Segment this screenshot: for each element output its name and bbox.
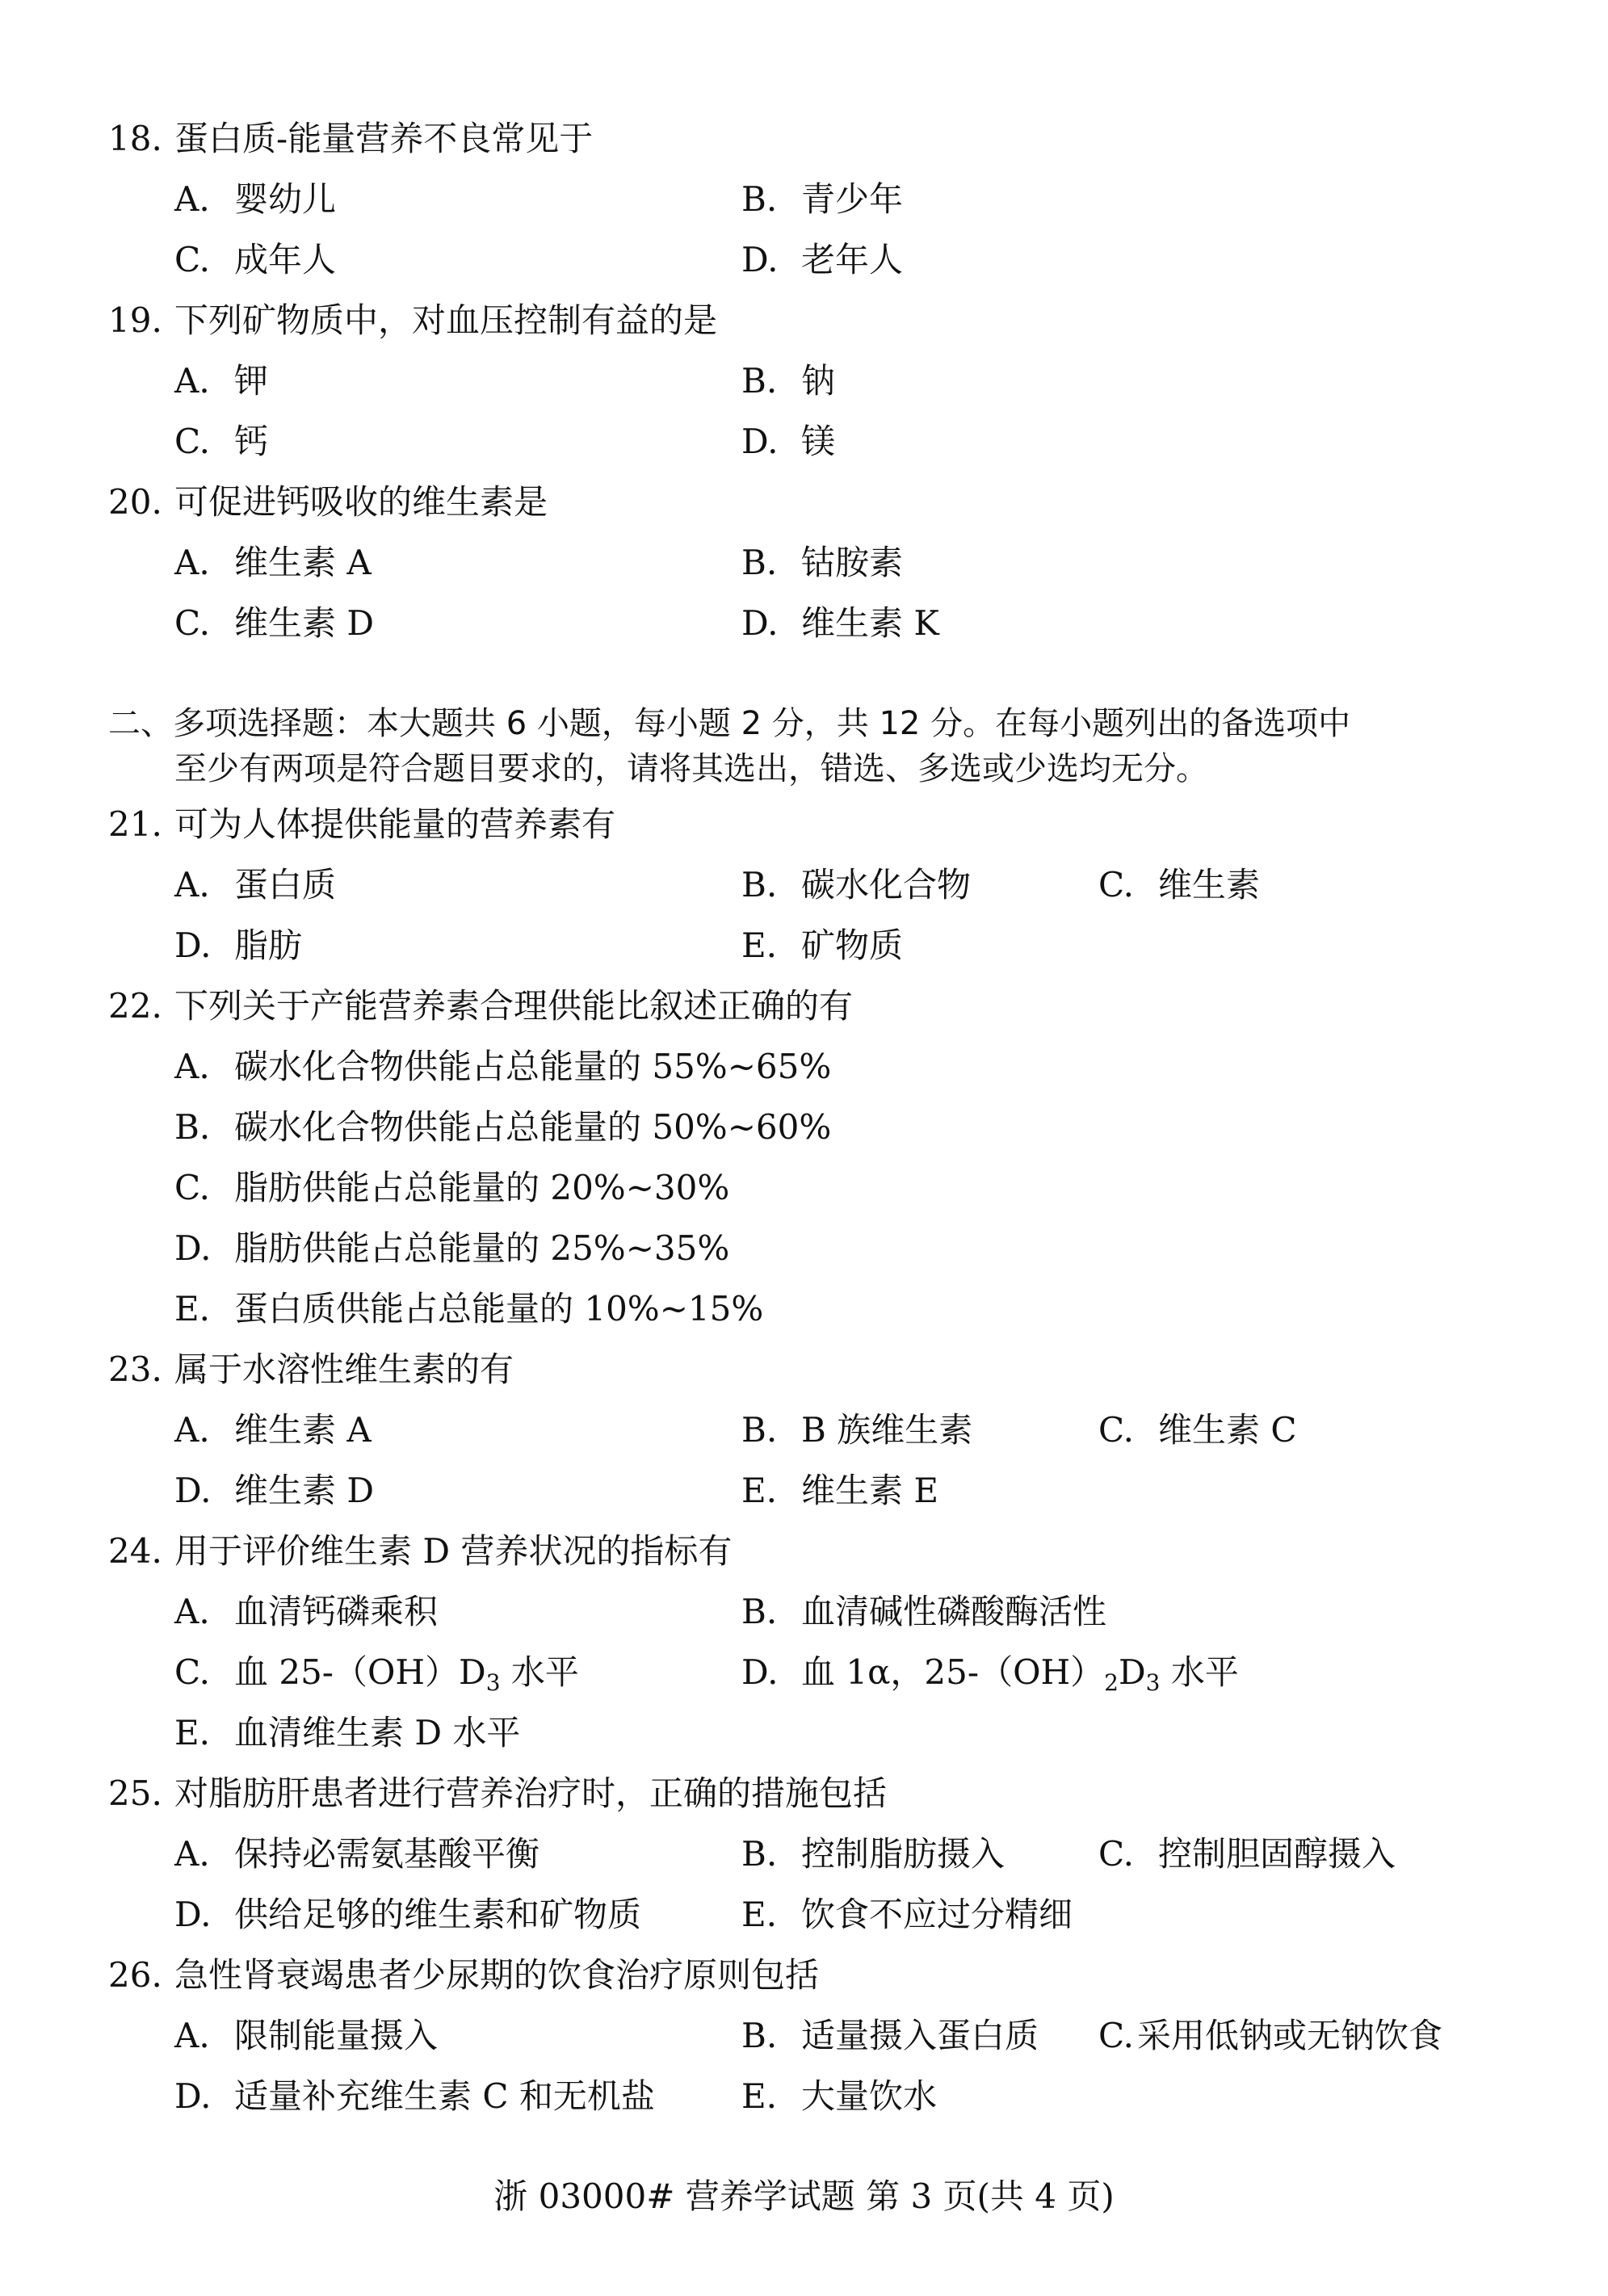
options-row [0, 1832, 1608, 1877]
question-text: 属于水溶性维生素的有 [174, 1349, 514, 1389]
option-d: D. 适量补充维生素 C 和无机盐 [174, 2076, 655, 2116]
options-row [0, 1287, 1608, 1332]
option-c: C.采用低钠或无钠饮食 [1098, 2016, 1443, 2055]
option-e: E. 矿物质 [741, 926, 904, 965]
options-row [0, 237, 1608, 283]
section-instructions-line1: 二、多项选择题：本大题共 6 小题，每小题 2 分，共 12 分。在每小题列出的备选项中 [108, 705, 1351, 742]
question-number: 21. [108, 804, 162, 844]
option-c: C. 维生素 [1098, 865, 1261, 905]
option-d: D. 维生素 D [174, 1471, 375, 1510]
option-c: C. 脂肪供能占总能量的 20%~30% [174, 1168, 730, 1207]
option-a: A. 碳水化合物供能占总能量的 55%~65% [174, 1047, 832, 1086]
options-row [0, 863, 1608, 908]
option-d: D. 镁 [741, 422, 836, 461]
page-footer: 浙 03000# 营养学试题 第 3 页(共 4 页) [493, 2176, 1115, 2216]
option-b: B. 钠 [741, 361, 836, 401]
options-row [0, 1105, 1608, 1150]
options-row [0, 1226, 1608, 1271]
option-b: B. 钴胺素 [741, 543, 904, 582]
question-text: 可促进钙吸收的维生素是 [174, 482, 548, 522]
option-e: E. 大量饮水 [741, 2076, 938, 2116]
options-row [0, 1468, 1608, 1513]
option-a: A. 血清钙磷乘积 [174, 1592, 439, 1631]
question-number: 23. [108, 1349, 162, 1389]
option-a: A. 维生素 A [174, 543, 372, 582]
option-a: A. 保持必需氨基酸平衡 [174, 1834, 540, 1874]
question-number: 22. [108, 986, 162, 1026]
options-row [0, 540, 1608, 586]
options-row [0, 923, 1608, 968]
section-header [108, 701, 1497, 791]
question-number: 26. [108, 1955, 162, 1995]
question-25 [0, 1771, 1608, 1816]
option-d: D. 老年人 [741, 240, 904, 279]
options-row [0, 1589, 1608, 1635]
question-24 [0, 1529, 1608, 1574]
option-c: C. 维生素 C [1098, 1410, 1297, 1450]
question-text: 用于评价维生素 D 营养状况的指标有 [174, 1531, 733, 1571]
options-row [0, 1408, 1608, 1453]
option-b: B. 碳水化合物 [741, 865, 972, 905]
option-b: B. 青少年 [741, 179, 904, 219]
options-row [0, 2074, 1608, 2119]
option-d: D. 脂肪供能占总能量的 25%~35% [174, 1228, 730, 1268]
question-text: 下列关于产能营养素合理供能比叙述正确的有 [174, 986, 854, 1026]
question-text: 下列矿物质中，对血压控制有益的是 [174, 300, 718, 340]
option-e: E. 蛋白质供能占总能量的 10%~15% [174, 1289, 764, 1328]
options-row [0, 1710, 1608, 1756]
question-26 [0, 1953, 1608, 1998]
option-c: C. 维生素 D [174, 603, 375, 643]
question-number: 25. [108, 1773, 162, 1813]
option-b: B. 控制脂肪摄入 [741, 1834, 1006, 1874]
option-d: D. 维生素 K [741, 603, 939, 643]
option-c: C. 钙 [174, 422, 269, 461]
option-d: D. 脂肪 [174, 926, 303, 965]
option-c: C. 成年人 [174, 240, 337, 279]
option-b: B. 血清碱性磷酸酶活性 [741, 1592, 1107, 1631]
option-b: B. B 族维生素 [741, 1410, 973, 1450]
options-row [0, 177, 1608, 222]
option-b: B. 碳水化合物供能占总能量的 50%~60% [174, 1107, 832, 1147]
question-text: 对脂肪肝患者进行营养治疗时，正确的措施包括 [174, 1773, 888, 1813]
question-number: 20. [108, 482, 162, 522]
option-a: A. 限制能量摄入 [174, 2016, 439, 2055]
section-instructions-line2: 至少有两项是符合题目要求的，请将其选出，错选、多选或少选均无分。 [174, 750, 1208, 787]
option-d: D. 血 1α，$25-(OH)_2D_3$ 水平 [741, 1652, 1239, 1696]
options-row [0, 1650, 1608, 1695]
question-23 [0, 1347, 1608, 1392]
question-text: 蛋白质-能量营养不良常见于 [174, 119, 594, 158]
options-row [0, 1165, 1608, 1211]
question-22 [0, 984, 1608, 1029]
option-e: E. 维生素 E [741, 1471, 939, 1510]
question-text: 急性肾衰竭患者少尿期的饮食治疗原则包括 [174, 1955, 820, 1995]
option-a: A. 婴幼儿 [174, 179, 337, 219]
option-a: A. 蛋白质 [174, 865, 337, 905]
options-row [0, 1892, 1608, 1937]
question-21 [0, 802, 1608, 847]
options-row [0, 601, 1608, 646]
option-e: E. 饮食不应过分精细 [741, 1895, 1073, 1934]
options-row [0, 359, 1608, 404]
option-e: E. 血清维生素 D 水平 [174, 1713, 521, 1752]
option-c: C. 血 $25-(OH)D_3$ 水平 [174, 1652, 579, 1696]
question-text: 可为人体提供能量的营养素有 [174, 804, 616, 844]
option-a: A. 维生素 A [174, 1410, 372, 1450]
question-number: 24. [108, 1531, 162, 1571]
options-row [0, 419, 1608, 464]
question-number: 19. [108, 300, 162, 340]
option-a: A. 钾 [174, 361, 269, 401]
options-row [0, 2013, 1608, 2059]
question-19 [0, 298, 1608, 343]
question-number: 18. [108, 119, 162, 158]
question-20 [0, 480, 1608, 525]
question-18 [0, 116, 1608, 162]
options-row [0, 1044, 1608, 1089]
option-c: C. 控制胆固醇摄入 [1098, 1834, 1396, 1874]
option-b: B. 适量摄入蛋白质 [741, 2016, 1039, 2055]
option-d: D. 供给足够的维生素和矿物质 [174, 1895, 642, 1934]
